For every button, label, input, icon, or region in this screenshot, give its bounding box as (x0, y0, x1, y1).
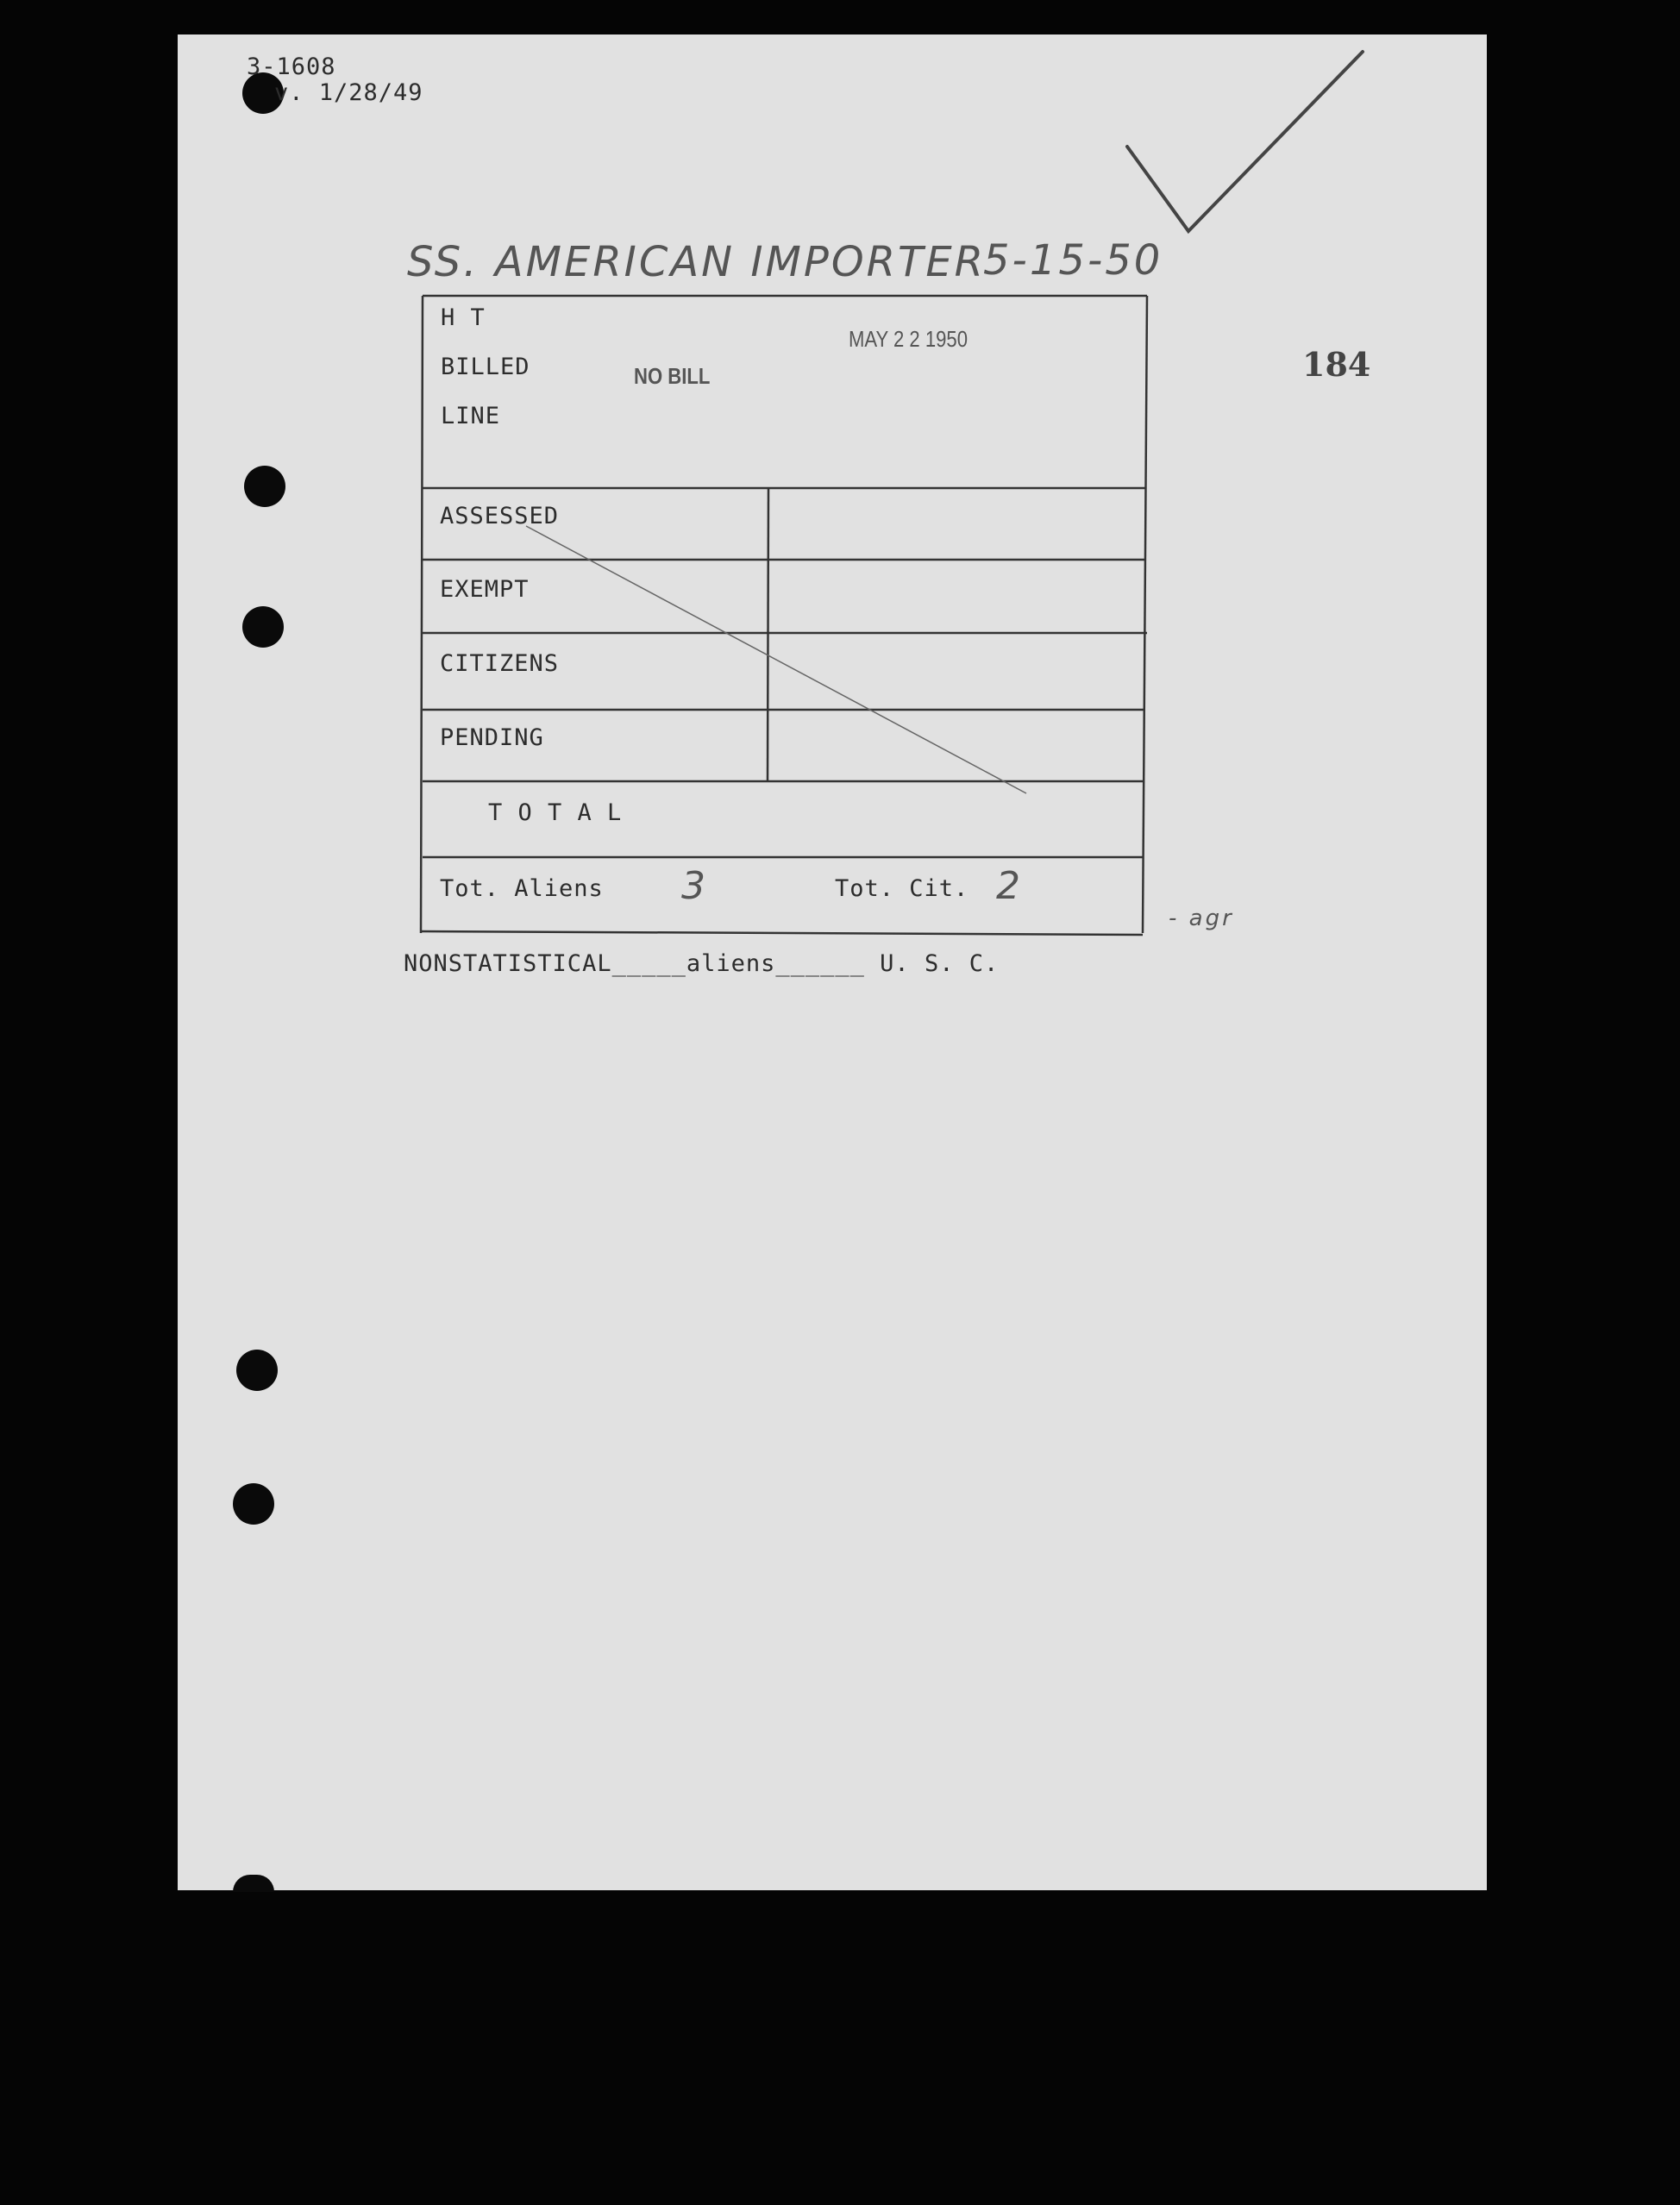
row-label-assessed: ASSESSED (440, 503, 560, 529)
total-citizens-value: 2 (996, 864, 1023, 908)
arrival-date: 5-15-50 (983, 236, 1163, 285)
row-label-citizens: CITIZENS (440, 650, 560, 677)
total-citizens-label: Tot. Cit. (835, 875, 969, 902)
form-number: 3-1608 (247, 53, 336, 80)
row-label-pending: PENDING (440, 724, 544, 751)
billing-line-billed: BILLED (441, 354, 530, 380)
vessel-name: SS. AMERICAN IMPORTER (407, 238, 986, 286)
total-aliens-value: 3 (681, 864, 708, 908)
total-label: T O T A L (488, 799, 623, 826)
form-revision: v. 1/28/49 (274, 79, 423, 106)
total-aliens-label: Tot. Aliens (440, 875, 604, 902)
date-stamp: MAY 2 2 1950 (849, 326, 969, 352)
nonstatistical-line: NONSTATISTICAL_____aliens______ U. S. C. (404, 950, 1000, 977)
billing-line-line: LINE (441, 403, 501, 429)
initials: - agr (1169, 905, 1234, 931)
billing-line-ht: H T (441, 304, 486, 331)
no-bill-stamp: NO BILL (634, 363, 711, 389)
serial-number: 184 (1302, 345, 1371, 384)
row-label-exempt: EXEMPT (440, 576, 530, 603)
